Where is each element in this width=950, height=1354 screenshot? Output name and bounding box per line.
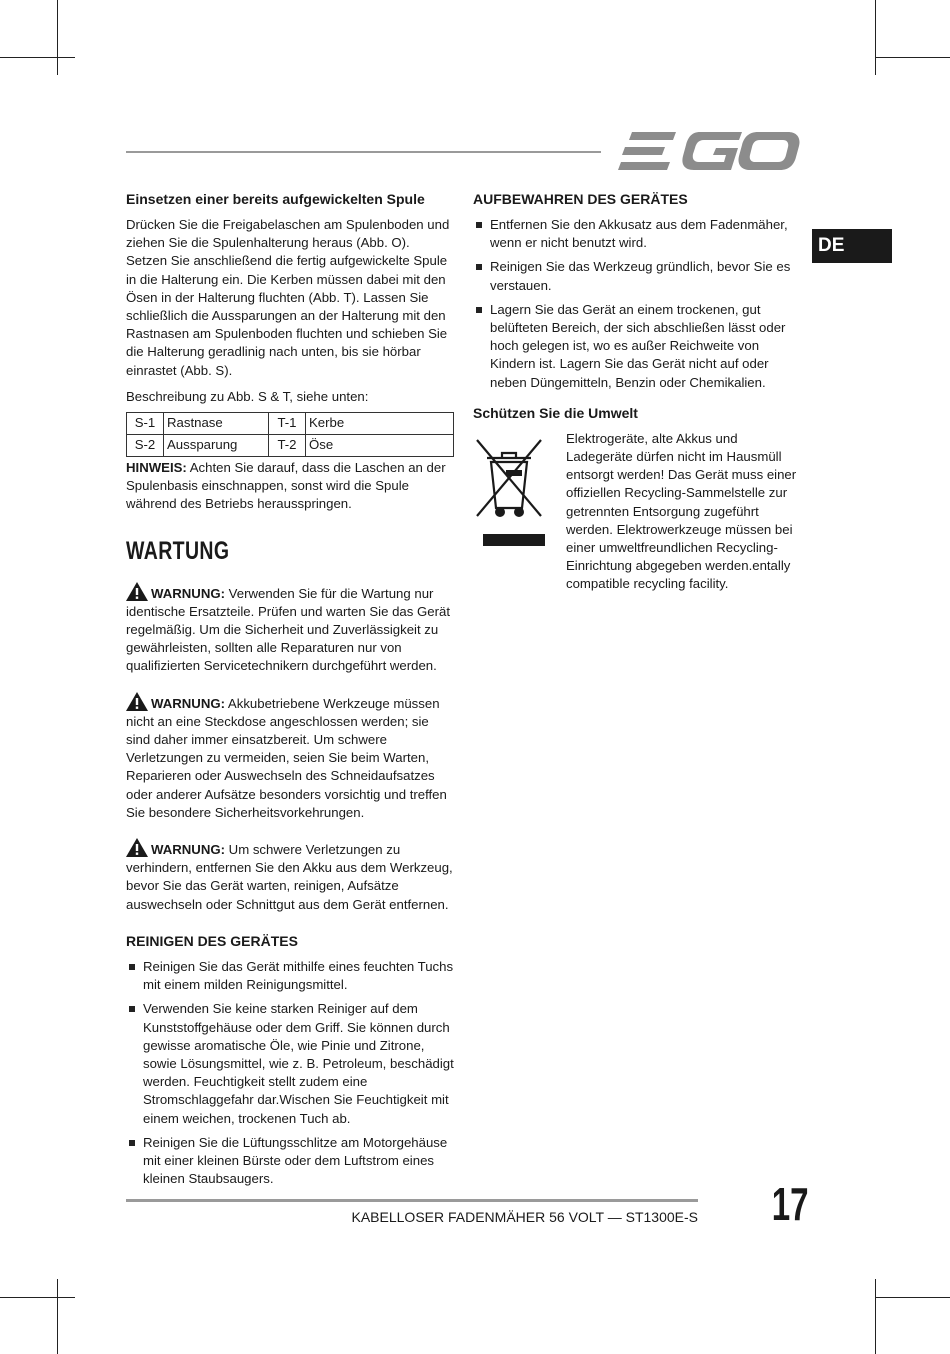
page-number: 17	[771, 1178, 809, 1230]
warning-triangle-icon	[126, 582, 148, 601]
storage-heading: AUFBEWAHREN DES GERÄTES	[473, 191, 688, 207]
spool-heading: Einsetzen einer bereits aufgewickelten Spule	[126, 191, 425, 207]
parts-table	[126, 412, 454, 457]
header-rule	[126, 151, 601, 153]
list-item: Lagern Sie das Gerät an einem trockenen, gut belüfteten Bereich, der sich abschließen lässt oder hoch gelegen ist, wo es außer Reichweite von Kindern ist. Lagern Sie das Gerät nicht auf oder neben Düngemitteln, Benzin oder Chemikalien.	[473, 301, 805, 392]
warning-text: Akkubetriebene Werkzeuge müssen nicht an eine Steckdose angeschlossen werden; sie sind daher immer einsatzbereit. Um schwere Verletzungen zu vermeiden, seien Sie beim Warten, Reparieren oder Auswechseln des Schneidaufsatzes oder anderer Aufsätze besonders vorsichtig und treffen Sie besondere Sicherheitsvorkehrungen.	[126, 695, 447, 820]
maintenance-heading: WARTUNG	[126, 536, 230, 565]
warning-label: WARNUNG:	[151, 585, 225, 601]
table-cell: S-2	[127, 435, 164, 457]
left-column	[126, 190, 454, 1194]
footer-rule	[126, 1199, 698, 1202]
warning-triangle-icon	[126, 838, 148, 857]
table-cell: S-1	[127, 413, 164, 435]
table-cell: Öse	[306, 435, 454, 457]
right-column	[473, 190, 805, 602]
warning-text: Um schwere Verletzungen zu verhindern, entfernen Sie den Akku aus dem Werkzeug, bevor Sie das Gerät warten, reinigen, Aufsätze auswechseln oder Schnittgut aus dem Gerät entfernen.	[126, 842, 453, 912]
warning-label: WARNUNG:	[151, 695, 225, 711]
list-item: Verwenden Sie keine starken Reiniger auf dem Kunststoffgehäuse oder dem Griff. Sie können durch gewisse aromatische Öle, wie Pinie und Zitrone, sowie Lösungsmittel, wie z. B. Petroleum, beschädigt werden. Feuchtigkeit stellt zudem eine Stromschlaggefahr dar.Wischen Sie Feuchtigkeit mit einem weichen, trockenen Tuch ab.	[126, 1000, 454, 1127]
note-paragraph	[126, 459, 454, 514]
list-item: Reinigen Sie das Werkzeug gründlich, bevor Sie es verstauen.	[473, 258, 805, 294]
table-cell: Aussparung	[164, 435, 269, 457]
crop-mark	[57, 1279, 58, 1354]
warning-text: Verwenden Sie für die Wartung nur identische Ersatzteile. Prüfen und warten Sie das Gerät regelmäßig. Um die Sicherheit und Zuverlässigkeit zu gewährleisten, sollten alle Reparaturen nur von qualifizierten Servicetechnikern durchgeführt werden.	[126, 585, 451, 674]
warning-paragraph	[126, 692, 454, 822]
table-cell: Kerbe	[306, 413, 454, 435]
table-cell: Rastnase	[164, 413, 269, 435]
warning-paragraph	[126, 582, 454, 676]
environment-heading: Schützen Sie die Umwelt	[473, 404, 638, 421]
warning-triangle-icon	[126, 692, 148, 711]
note-text: Achten Sie darauf, dass die Laschen an der Spulenbasis einschnappen, sonst wird die Spule während des Betriebs herausspringen.	[126, 460, 446, 512]
language-tab: DE	[812, 229, 892, 263]
cleaning-list	[126, 958, 454, 1188]
table-intro: Beschreibung zu Abb. S & T, siehe unten:	[126, 388, 369, 404]
crop-mark	[875, 1297, 950, 1298]
footer-title: KABELLOSER FADENMÄHER 56 VOLT — ST1300E-S	[351, 1209, 698, 1225]
crop-mark	[0, 57, 75, 58]
crop-mark	[875, 57, 950, 58]
list-item: Reinigen Sie das Gerät mithilfe eines feuchten Tuchs mit einem milden Reinigungsmittel.	[126, 958, 454, 994]
table-row	[127, 435, 454, 457]
warning-label: WARNUNG:	[151, 842, 225, 858]
crop-mark	[0, 1297, 75, 1298]
environment-section	[473, 430, 805, 594]
environment-text: Elektrogeräte, alte Akkus und Ladegeräte dürfen nicht im Hausmüll entsorgt werden! Das Gerät muss einer offiziellen Recycling-Sammelstelle zur getrennten Entsorgung zugeführt werden. Elektrowerkzeuge müssen bei einer umweltfreundlichen Recycling-Einrichtung abgegeben werden.entally compatible recycling facility.	[566, 430, 797, 592]
table-row	[127, 413, 454, 435]
list-item: Entfernen Sie den Akkusatz aus dem Fadenmäher, wenn er nicht benutzt wird.	[473, 216, 805, 252]
ego-logo	[618, 130, 800, 172]
crossed-out-wheelie-bin-icon	[473, 434, 548, 546]
spool-instructions: Drücken Sie die Freigabelaschen am Spulenboden und ziehen Sie die Spulenhalterung heraus (Abb. O). Setzen Sie anschließend die fertig aufgewickelte Spule in die Halterung ein. Die Kerben müssen dabei mit den Ösen in der Halterung fluchten (Abb. T). Lassen Sie schließlich die Aussparungen an der Halterung mit den Rastnasen am Spulenboden fluchten und schieben Sie die Halterung geradlinig nach unten, bis sie hörbar einrastet (Abb. S).	[126, 217, 450, 378]
table-cell: T-2	[269, 435, 306, 457]
crop-mark	[875, 0, 876, 75]
list-item: Reinigen Sie die Lüftungsschlitze am Motorgehäuse mit einer kleinen Bürste oder dem Luftstrom eines kleinen Staubsaugers.	[126, 1134, 454, 1189]
warning-paragraph	[126, 838, 454, 914]
crop-mark	[875, 1279, 876, 1354]
crop-mark	[57, 0, 58, 75]
cleaning-heading: REINIGEN DES GERÄTES	[126, 932, 298, 949]
storage-list	[473, 216, 805, 392]
table-cell: T-1	[269, 413, 306, 435]
note-label: HINWEIS:	[126, 460, 187, 476]
